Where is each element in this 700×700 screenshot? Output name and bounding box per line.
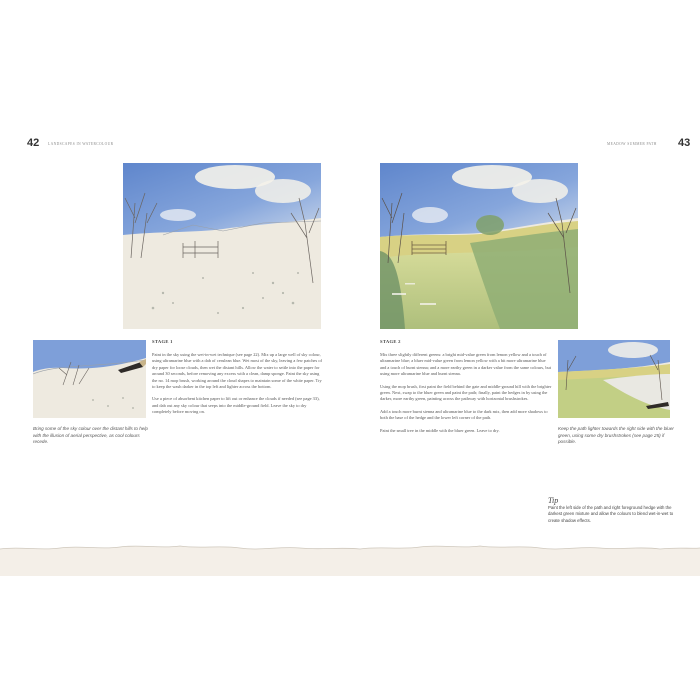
stage-2-caption: Keep the path lighter towards the right side with the bluer green, using some dry brushstrokes (see page 25) if possible. [558,426,674,445]
stage-2-paragraph: Add a touch more burnt sienna and ultramarine blue to the dark mix, then add more shadows to both the base of the hedge and the lower left corner of the path. [380,408,548,421]
stage-2-detail-image [558,340,670,418]
tip-box [548,496,676,524]
running-head-left: LANDSCAPES IN WATERCOLOUR [48,142,114,146]
stage-1-heading: STAGE 1 [152,339,173,344]
stage-1-caption: Bring some of the sky colour over the distant hills to help with the illusion of aerial perspective, as cool colours recede. [33,426,148,445]
running-head-right: MEADOW SUMMER PATH [607,142,657,146]
stage-2-painting [380,163,578,329]
stage-1-section [152,339,322,422]
page-number-right: 43 [678,137,691,149]
page-number-left: 42 [27,137,40,149]
stage-2-paragraph: Paint the small tree in the middle with the bluer green. Leave to dry. [380,427,500,433]
stage-1-paragraph: Use a piece of absorbent kitchen paper to lift out or enhance the clouds if needed (see page 33), and dab out any sky colour that seeps into the middle-ground field. Leave the sky to dry completely before moving on. [152,396,320,415]
stage-2-heading: STAGE 2 [380,339,401,344]
footer-watercolour-texture [0,543,700,576]
tip-heading: Tip [548,496,559,505]
stage-2-paragraph: Mix three slightly different greens: a bright mid-value green from lemon yellow and a touch of ultramarine blue; a bluer mid-value green from lemon yellow with a bit more ultramarine blue and a touch of burnt sienna; and a more earthy green in a darker value from the same colours, but using more ultramarine blue and burnt sienna. [380,352,551,377]
stage-1-detail-image [33,340,146,418]
stage-2-section [380,339,552,440]
stage-1-painting [123,163,321,329]
stage-1-body [152,352,322,416]
tip-body: Paint the left side of the path and right foreground hedge with the darkest green mixture and allow the colours to blend wet-in-wet to create shadow effects. [548,505,674,523]
stage-2-paragraph: Using the mop brush, first paint the field behind the gate and middle-ground hill with the brighter green. Next, swap to the bluer green and paint the path; finally, paint the hedges in by using the darker, more earthy green, painting across the pathway with horizontal brushstrokes. [380,383,552,402]
stage-1-paragraph: Paint in the sky using the wet-in-wet technique (see page 22). Mix up a large well of sky colour, using ultramarine blue with a dab of cerulean blue. Wet most of the sky, leaving a few patches of dry paper for loose clouds, then wet the distant hills. Allow the water to settle into the paper for around 30 seconds, before removing any excess with a clean, damp sponge. Paint the sky using the no. 14 mop brush, working around the cloud shapes to maintain some of the white paper. Try to keep the wash darker in the top left and lighter across the bottom. [152,352,322,390]
stage-2-body [380,352,552,434]
